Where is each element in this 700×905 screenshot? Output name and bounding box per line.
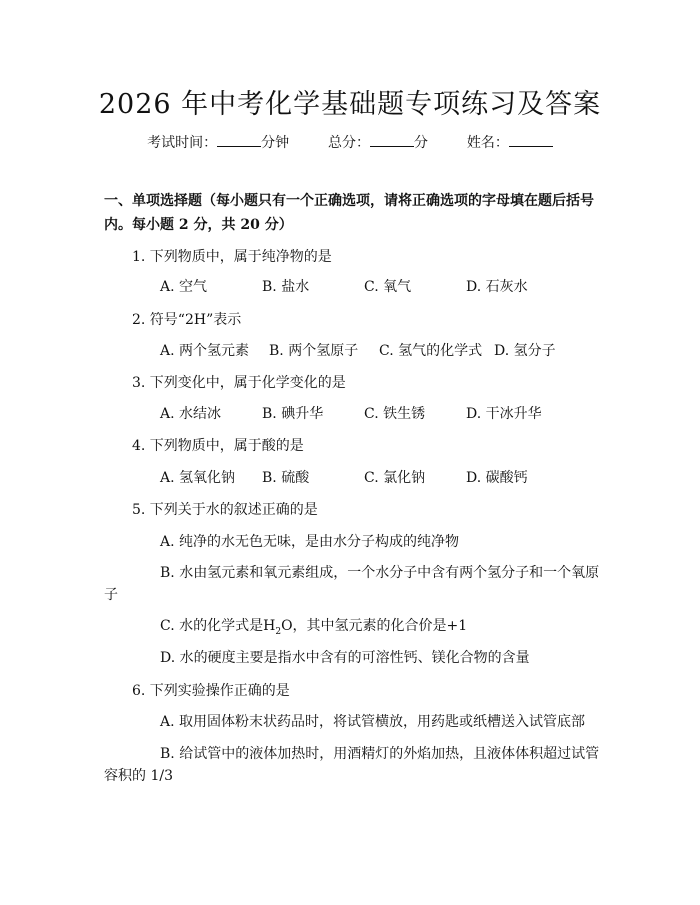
exam-info-line (0, 132, 700, 152)
question-2-option-b[interactable]: B. 两个氢原子 (269, 343, 359, 359)
time-unit: 分钟 (261, 135, 290, 151)
section-heading: 一、单项选择题（每小题只有一个正确选项，请将正确选项的字母填在题后括号内。每小题 2 分，共 20 分） (104, 193, 594, 233)
question-4-option-c[interactable]: C. 氯化钠 (364, 470, 426, 486)
question-2-option-a[interactable]: A. 两个氢元素 (160, 343, 250, 359)
water-formula: $H_2$ (263, 618, 282, 637)
question-1-option-b[interactable]: B. 盐水 (262, 279, 310, 295)
question-5-option-c[interactable] (160, 615, 467, 637)
question-1-option-c[interactable]: C. 氧气 (364, 279, 412, 295)
question-6-option-b[interactable]: B. 给试管中的液体加热时，用酒精灯的外焰加热，且液体体积超过试管 (160, 746, 600, 762)
question-5-option-a[interactable]: A. 纯净的水无色无味，是由水分子构成的纯净物 (160, 534, 460, 550)
question-4-option-b[interactable]: B. 硫酸 (262, 470, 310, 486)
time-label: 考试时间： (147, 135, 218, 151)
question-2-option-d[interactable]: D. 氢分子 (494, 343, 556, 359)
question-1-option-d[interactable]: D. 石灰水 (466, 279, 528, 295)
question-2-option-c[interactable]: C. 氢气的化学式 (379, 343, 483, 359)
question-5-option-d[interactable]: D. 水的硬度主要是指水中含有的可溶性钙、镁化合物的含量 (160, 650, 530, 666)
page-title: 2026 年中考化学基础题专项练习及答案 (98, 89, 602, 120)
time-blank[interactable] (217, 134, 261, 147)
question-3-option-b[interactable]: B. 碘升华 (262, 406, 324, 422)
option-c-text-start: C. 水的化学式是 (160, 618, 264, 634)
question-6-option-b-continued: 容积的 1/3 (104, 768, 173, 784)
name-blank[interactable] (509, 134, 553, 147)
question-5-stem: 5. 下列关于水的叙述正确的是 (132, 502, 318, 518)
score-unit: 分 (414, 135, 428, 151)
question-3-option-d[interactable]: D. 干冰升华 (466, 406, 542, 422)
option-c-text-end: O，其中氢元素的化合价是+1 (281, 618, 468, 634)
question-1-stem: 1. 下列物质中，属于纯净物的是 (132, 249, 332, 265)
question-4-stem: 4. 下列物质中，属于酸的是 (132, 438, 304, 454)
question-1-option-a[interactable]: A. 空气 (160, 279, 208, 295)
question-2-stem: 2. 符号“2H”表示 (132, 312, 242, 328)
question-5-option-b[interactable]: B. 水由氢元素和氧元素组成，一个水分子中含有两个氢分子和一个氧原 (160, 565, 600, 581)
question-4-option-a[interactable]: A. 氢氧化钠 (160, 470, 236, 486)
question-6-option-a[interactable]: A. 取用固体粉末状药品时，将试管横放，用药匙或纸槽送入试管底部 (160, 714, 586, 730)
question-3-stem: 3. 下列变化中，属于化学变化的是 (132, 375, 346, 391)
question-3-option-c[interactable]: C. 铁生锈 (364, 406, 426, 422)
question-5-option-b-continued: 子 (104, 587, 118, 603)
score-label: 总分： (328, 135, 370, 151)
name-label: 姓名： (466, 135, 509, 151)
score-blank[interactable] (370, 134, 414, 147)
question-3-option-a[interactable]: A. 水结冰 (160, 406, 222, 422)
question-6-stem: 6. 下列实验操作正确的是 (132, 683, 290, 699)
question-4-option-d[interactable]: D. 碳酸钙 (466, 470, 528, 486)
